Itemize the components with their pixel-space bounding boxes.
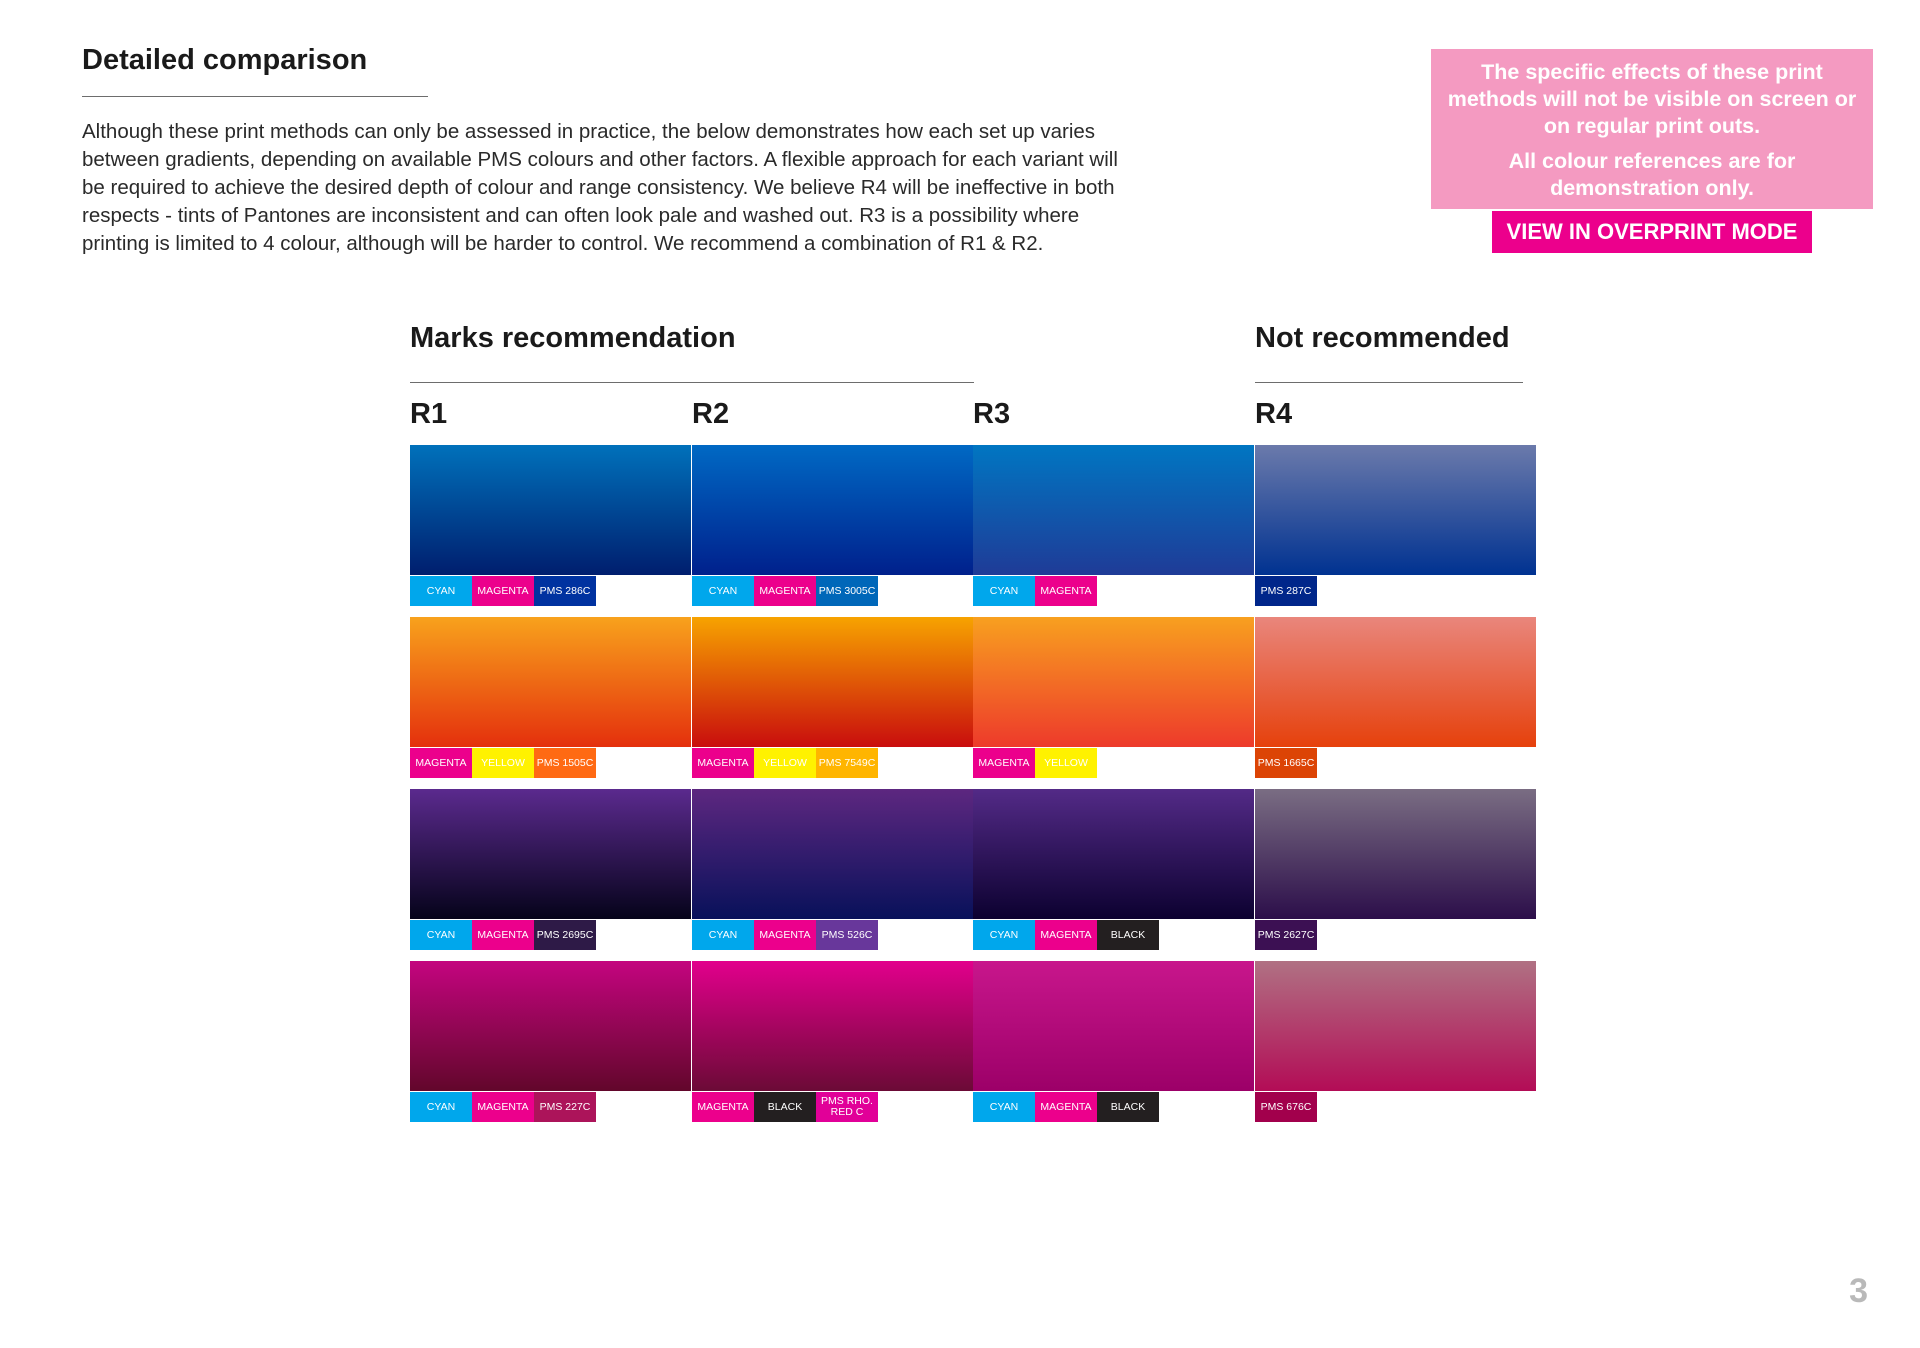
ink-label: CYAN [410,920,472,950]
gradient-swatch-r2-row3 [692,789,973,919]
ink-label: YELLOW [1035,748,1097,778]
ink-labels-r1-row4 [410,1092,596,1122]
ink-label: PMS 526C [816,920,878,950]
ink-label: MAGENTA [1035,1092,1097,1122]
ink-label: MAGENTA [472,920,534,950]
ink-label: MAGENTA [692,748,754,778]
column-heading-r4: R4 [1255,398,1293,430]
ink-labels-r3-row1 [973,576,1097,606]
ink-label: MAGENTA [754,920,816,950]
ink-labels-r4-row1 [1255,576,1317,606]
ink-labels-r1-row1 [410,576,596,606]
ink-label: MAGENTA [410,748,472,778]
ink-label: CYAN [973,920,1035,950]
ink-labels-r1-row3 [410,920,596,950]
ink-label: CYAN [410,1092,472,1122]
gradient-swatch-r2-row4 [692,961,973,1091]
ink-label: MAGENTA [1035,920,1097,950]
ink-labels-r4-row4 [1255,1092,1317,1122]
ink-labels-r4-row2 [1255,748,1317,778]
ink-labels-r3-row3 [973,920,1159,950]
notice-line-1: The specific effects of these print methods will not be visible on screen or on regular print outs. [1447,60,1857,138]
ink-labels-r2-row3 [692,920,878,950]
ink-label: MAGENTA [472,576,534,606]
ink-label: MAGENTA [1035,576,1097,606]
ink-labels-r1-row2 [410,748,596,778]
ink-label: PMS 676C [1255,1092,1317,1122]
gradient-swatch-r1-row4 [410,961,691,1091]
ink-label: CYAN [692,576,754,606]
gradient-swatch-r3-row3 [973,789,1254,919]
ink-label: PMS 286C [534,576,596,606]
ink-labels-r3-row4 [973,1092,1159,1122]
screen-notice [1431,49,1873,209]
ink-label: MAGENTA [754,576,816,606]
ink-labels-r4-row3 [1255,920,1317,950]
ink-label: PMS 3005C [816,576,878,606]
column-heading-r2: R2 [692,398,730,430]
ink-label: CYAN [973,1092,1035,1122]
page-title: Detailed comparison [82,44,368,76]
gradient-swatch-r1-row1 [410,445,691,575]
gradient-swatch-r1-row2 [410,617,691,747]
ink-label: PMS RHO. RED C [816,1092,878,1122]
ink-labels-r2-row4 [692,1092,878,1122]
column-heading-r1: R1 [410,398,448,430]
title-divider [82,96,428,97]
ink-label: PMS 1665C [1255,748,1317,778]
gradient-swatch-r2-row1 [692,445,973,575]
section-heading-not-recommended: Not recommended [1255,322,1510,354]
ink-label: PMS 2627C [1255,920,1317,950]
ink-label: PMS 1505C [534,748,596,778]
ink-labels-r2-row1 [692,576,878,606]
ink-label: MAGENTA [472,1092,534,1122]
ink-label: BLACK [754,1092,816,1122]
gradient-swatch-r4-row4 [1255,961,1536,1091]
ink-label: YELLOW [472,748,534,778]
column-heading-r3: R3 [973,398,1011,430]
section-divider-not-recommended [1255,382,1523,383]
gradient-swatch-r3-row2 [973,617,1254,747]
gradient-swatch-r4-row1 [1255,445,1536,575]
section-divider-recommended [410,382,974,383]
ink-label: BLACK [1097,1092,1159,1122]
gradient-swatch-r3-row1 [973,445,1254,575]
ink-label: CYAN [692,920,754,950]
ink-label: PMS 287C [1255,576,1317,606]
ink-label: PMS 7549C [816,748,878,778]
ink-labels-r3-row2 [973,748,1097,778]
gradient-swatch-r3-row4 [973,961,1254,1091]
ink-label: YELLOW [754,748,816,778]
section-heading-recommended: Marks recommendation [410,322,736,354]
gradient-swatch-r1-row3 [410,789,691,919]
ink-label: CYAN [973,576,1035,606]
gradient-swatch-r4-row2 [1255,617,1536,747]
ink-label: PMS 2695C [534,920,596,950]
page-number: 3 [1849,1272,1868,1310]
ink-labels-r2-row2 [692,748,878,778]
notice-line-2: All colour references are for demonstration only. [1508,149,1796,200]
ink-label: CYAN [410,576,472,606]
ink-label: MAGENTA [692,1092,754,1122]
ink-label: PMS 227C [534,1092,596,1122]
ink-label: BLACK [1097,920,1159,950]
gradient-swatch-r2-row2 [692,617,973,747]
overprint-mode-button[interactable]: VIEW IN OVERPRINT MODE [1492,211,1812,253]
gradient-swatch-r4-row3 [1255,789,1536,919]
intro-paragraph: Although these print methods can only be assessed in practice, the below demonstrates how each set up varies between gradients, depending on available PMS colours and other factors. A flexible approach for each variant will be required to achieve the desired depth of colour and range consistency. We believe R4 will be ineffective in both respects - tints of Pantones are inconsistent and can often look pale and washed out. R3 is a possibility where printing is limited to 4 colour, although will be harder to control. We recommend a combination of R1 & R2. [82,120,1118,255]
ink-label: MAGENTA [973,748,1035,778]
